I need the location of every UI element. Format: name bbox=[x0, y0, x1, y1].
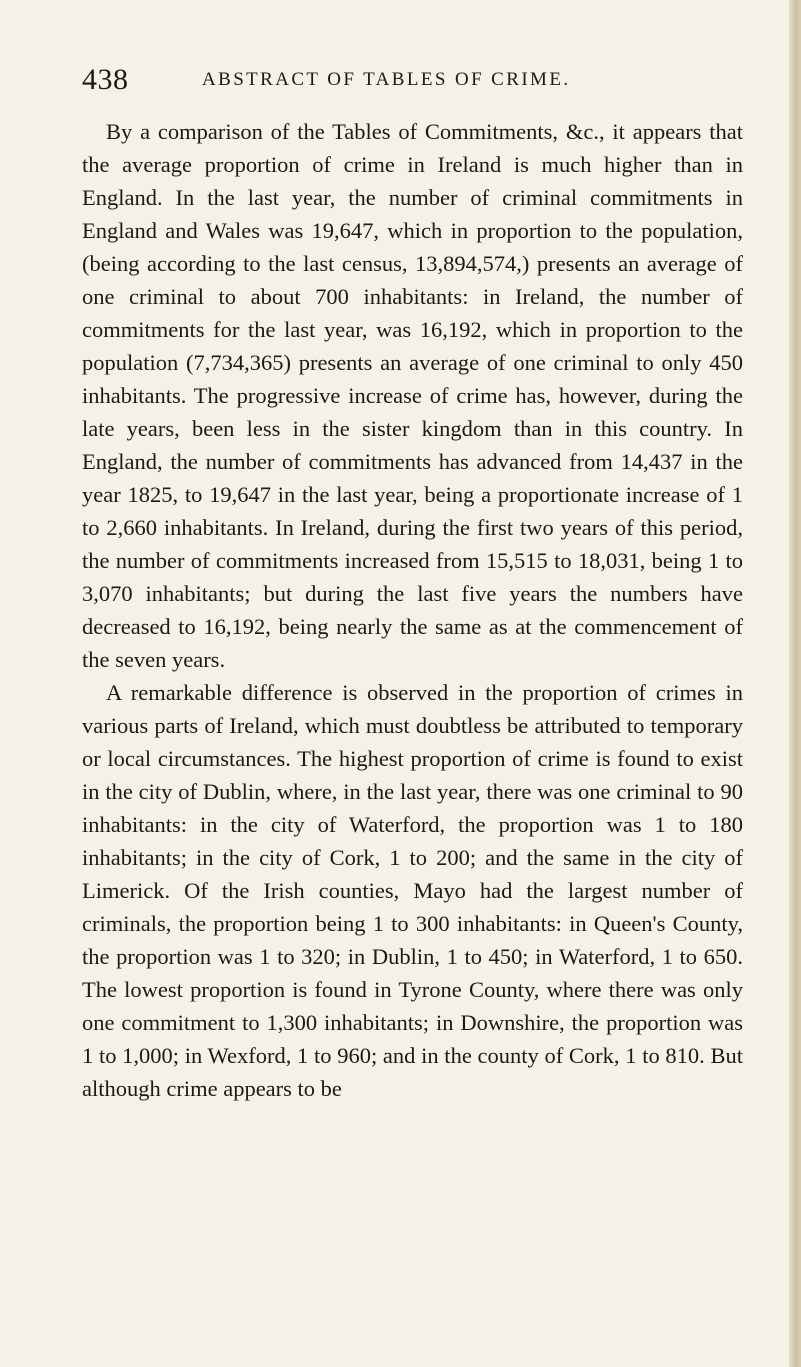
paragraph-regional-differences: A remarkable difference is observed in the proportion of crimes in various parts of Ireland, which must doubtless be attributed to temporary or local circumstances. The highest proportion of crime is found to exist in the city of Dublin, where, in the last year, there was one criminal to 90 inhabitants: in the city of Waterford, the proportion was 1 to 180 inhabitants; in the city of Cork, 1 to 200; and the same in the city of Limerick. Of the Irish counties, Mayo had the largest number of criminals, the proportion being 1 to 300 inhabitants: in Queen's County, the proportion was 1 to 320; in Dublin, 1 to 450; in Waterford, 1 to 650. The lowest proportion is found in Tyrone County, where there was only one commitment to 1,300 inhabitants; in Downshire, the proportion was 1 to 1,000; in Wexford, 1 to 960; and in the county of Cork, 1 to 810. But although crime appears to be bbox=[82, 680, 743, 1101]
page-edge bbox=[789, 0, 801, 1367]
page-header bbox=[82, 60, 762, 100]
running-head: ABSTRACT OF TABLES OF CRIME. bbox=[202, 69, 571, 90]
body-text bbox=[82, 115, 743, 1105]
paragraph-commitments-comparison: By a comparison of the Tables of Commitments, &c., it appears that the average proportion of crime in Ireland is much higher than in England. In the last year, the number of criminal commitments in England and Wales was 19,647, which in proportion to the population, (being according to the last census, 13,894,574,) presents an average of one criminal to about 700 inhabitants: in Ireland, the number of commitments for the last year, was 16,192, which in proportion to the population (7,734,365) presents an average of one criminal to only 450 inhabitants. The progressive increase of crime has, however, during the late years, been less in the sister kingdom than in this country. In England, the number of commitments has advanced from 14,437 in the year 1825, to 19,647 in the last year, being a proportionate increase of 1 to 2,660 inhabitants. In Ireland, during the first two years of this period, the number of commitments increased from 15,515 to 18,031, being 1 to 3,070 inhabitants; but during the last five years the numbers have decreased to 16,192, being nearly the same as at the commencement of the seven years. bbox=[82, 119, 743, 672]
page-number: 438 bbox=[82, 63, 129, 96]
